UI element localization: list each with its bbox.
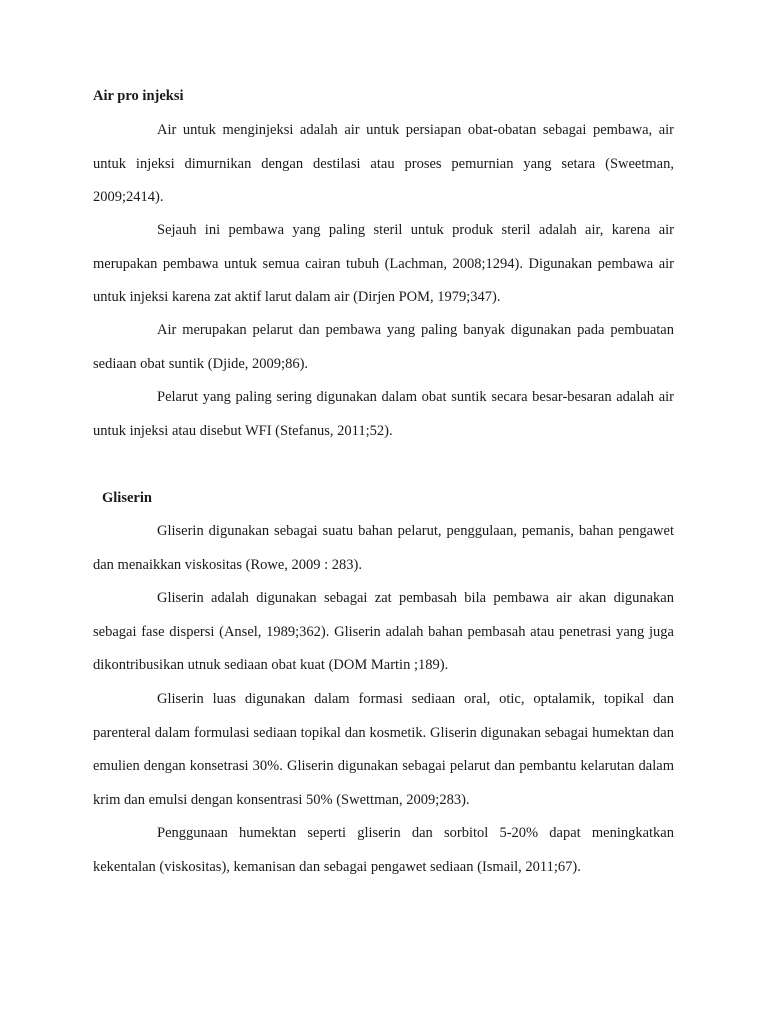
paragraph: Gliserin adalah digunakan sebagai zat pembasah bila pembawa air akan digunakan sebagai fase dispersi (Ansel, 1989;362). Gliserin adalah bahan pembasah atau penetrasi yang juga dikontribusikan utnuk sediaan obat kuat (DOM Martin ;189). xyxy=(93,590,674,673)
paragraph: Pelarut yang paling sering digunakan dalam obat suntik secara besar-besaran adalah air untuk injeksi atau disebut WFI (Stefanus, 2011;52). xyxy=(93,389,674,439)
section-heading-air-pro-injeksi: Air pro injeksi xyxy=(93,88,184,104)
paragraph: Penggunaan humektan seperti gliserin dan sorbitol 5-20% dapat meningkatkan kekentalan (viskositas), kemanisan dan sebagai pengawet sediaan (Ismail, 2011;67). xyxy=(93,825,674,875)
paragraph: Air merupakan pelarut dan pembawa yang paling banyak digunakan pada pembuatan sediaan obat suntik (Djide, 2009;86). xyxy=(93,322,674,372)
section-heading-gliserin: Gliserin xyxy=(102,490,152,506)
paragraph: Gliserin luas digunakan dalam formasi sediaan oral, otic, optalamik, topikal dan parenteral dalam formulasi sediaan topikal dan kosmetik. Gliserin digunakan sebagai humektan dan emulien dengan konsetrasi 30%. Gliserin digunakan sebagai pelarut dan pembantu kelarutan dalam krim dan emulsi dengan konsentrasi 50% (Swettman, 2009;283). xyxy=(93,691,674,808)
paragraph: Sejauh ini pembawa yang paling steril untuk produk steril adalah air, karena air merupakan pembawa untuk semua cairan tubuh (Lachman, 2008;1294). Digunakan pembawa air untuk injeksi karena zat aktif larut dalam air (Dirjen POM, 1979;347). xyxy=(93,222,674,305)
paragraph: Air untuk menginjeksi adalah air untuk persiapan obat-obatan sebagai pembawa, air untuk injeksi dimurnikan dengan destilasi atau proses pemurnian yang setara (Sweetman, 2009;2414). xyxy=(93,122,674,205)
paragraph: Gliserin digunakan sebagai suatu bahan pelarut, penggulaan, pemanis, bahan pengawet dan menaikkan viskositas (Rowe, 2009 : 283). xyxy=(93,523,674,573)
